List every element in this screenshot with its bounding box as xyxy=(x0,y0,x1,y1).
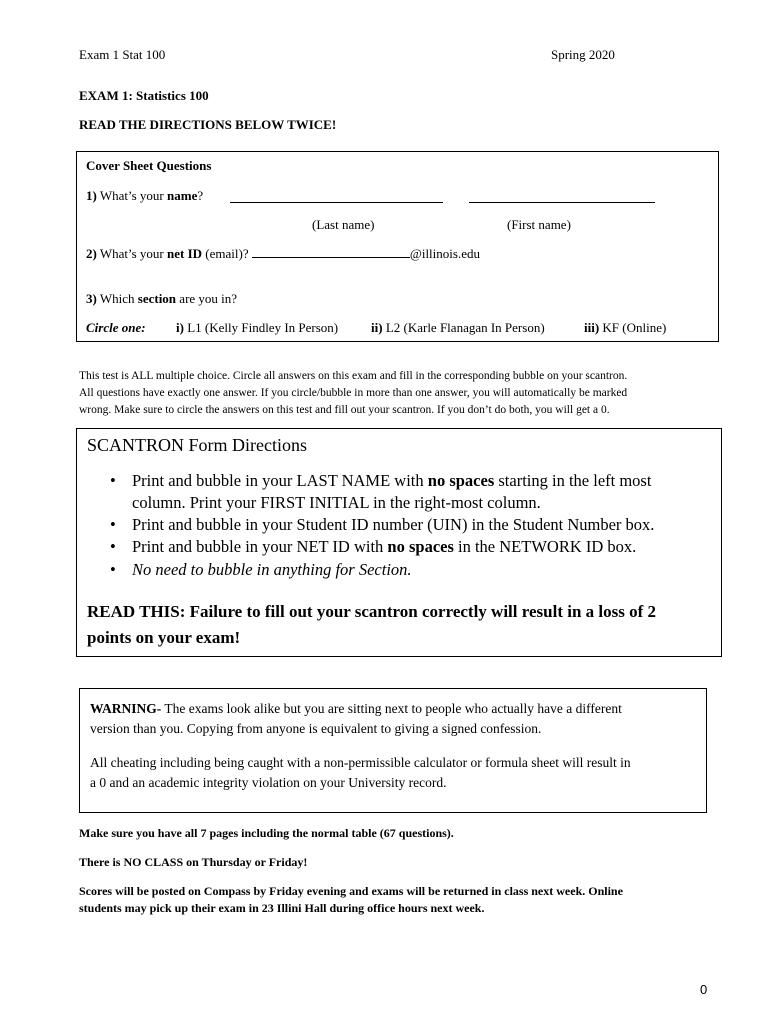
section-option-kf[interactable] xyxy=(584,320,666,336)
scantron-bullet-4: • No need to bubble in anything for Section. xyxy=(110,560,412,579)
opt3-text: KF (Online) xyxy=(602,320,667,335)
section-option-l1[interactable] xyxy=(176,320,338,336)
opt2-number: ii) xyxy=(371,320,383,335)
circle-one-label: Circle one: xyxy=(86,320,146,335)
opt1-number: i) xyxy=(176,320,184,335)
warning-paragraph-2: All cheating including being caught with a non-permissible calculator or formula sheet will result in a 0 and an academic integrity violation on your University record. xyxy=(90,755,631,790)
q2-bold: net ID xyxy=(167,246,203,261)
bullet-icon: • xyxy=(110,537,116,556)
q3-bold: section xyxy=(137,291,177,306)
header-left: Exam 1 Stat 100 xyxy=(79,47,166,62)
q3-post: are you in? xyxy=(179,291,238,306)
cover-sheet-box xyxy=(76,151,719,342)
bullet-icon: • xyxy=(110,471,116,490)
scantron-bullet-1: • Print and bubble in your LAST NAME with no spaces starting in the left most column. Print your FIRST INITIAL in the right-most column. xyxy=(110,471,652,512)
last-name-label: (Last name) xyxy=(312,217,375,232)
pages-note: Make sure you have all 7 pages including the normal table (67 questions). xyxy=(79,826,454,840)
q3-prefix: Which xyxy=(99,291,135,306)
cover-sheet-heading: Cover Sheet Questions xyxy=(86,158,212,173)
exam-title: EXAM 1: Statistics 100 xyxy=(79,88,209,103)
netid-field[interactable] xyxy=(252,246,410,258)
q3-number: 3) xyxy=(86,291,97,306)
warning-label: WARNING- xyxy=(90,701,162,716)
warning-paragraph-1: WARNING- The exams look alike but you are sitting next to people who actually have a different version than you. Copying from anyone is equivalent to giving a signed confession. xyxy=(90,701,622,736)
opt1-text: L1 (Kelly Findley In Person) xyxy=(187,320,339,335)
q2-post: (email)? xyxy=(205,246,249,261)
netid-domain: @illinois.edu xyxy=(409,246,480,261)
read-this-warning: READ THIS: Failure to fill out your scantron correctly will result in a loss of 2 points on your exam! xyxy=(87,602,657,647)
scantron-title: SCANTRON Form Directions xyxy=(87,435,307,455)
opt2-text: L2 (Karle Flanagan In Person) xyxy=(385,320,545,335)
mc-paragraph xyxy=(79,368,719,419)
question-netid xyxy=(86,246,480,262)
question-section xyxy=(86,291,237,307)
section-option-l2[interactable] xyxy=(371,320,545,336)
mc-line-3: wrong. Make sure to circle the answers on this test and fill out your scantron. If you don’t do both, you will get a 0. xyxy=(79,404,610,416)
q1-number: 1) xyxy=(86,188,97,203)
bullet-icon: • xyxy=(110,560,116,579)
q1-bold: name xyxy=(167,188,198,203)
scores-note: Scores will be posted on Compass by Friday evening and exams will be returned in class next week. Online students may pick up their exam in 23 Illini Hall during office hours next week. xyxy=(79,884,623,915)
page-number: 0 xyxy=(700,982,708,997)
scantron-bullet-2: • Print and bubble in your Student ID number (UIN) in the Student Number box. xyxy=(110,515,655,534)
first-name-field[interactable] xyxy=(469,191,655,203)
mc-line-2: All questions have exactly one answer. If you circle/bubble in more than one answer, you will automatically be marked xyxy=(79,387,628,399)
q1-prefix: What’s your xyxy=(99,188,164,203)
q1-suffix: ? xyxy=(197,188,204,203)
opt3-number: iii) xyxy=(584,320,600,335)
warning-box xyxy=(79,688,707,813)
bullet-icon: • xyxy=(110,515,116,534)
last-name-field[interactable] xyxy=(230,191,443,203)
directions-heading: READ THE DIRECTIONS BELOW TWICE! xyxy=(79,117,337,132)
no-class-note: There is NO CLASS on Thursday or Friday! xyxy=(79,855,308,869)
q2-number: 2) xyxy=(86,246,97,261)
scantron-bullet-3: • Print and bubble in your NET ID with no spaces in the NETWORK ID box. xyxy=(110,537,637,556)
q2-prefix: What’s your xyxy=(99,246,164,261)
scantron-box xyxy=(76,428,722,657)
question-name xyxy=(86,188,203,204)
mc-line-1: This test is ALL multiple choice. Circle all answers on this exam and fill in the corresponding bubble on your scantron. xyxy=(79,370,628,382)
header-right: Spring 2020 xyxy=(551,47,615,62)
first-name-label: (First name) xyxy=(507,217,571,232)
